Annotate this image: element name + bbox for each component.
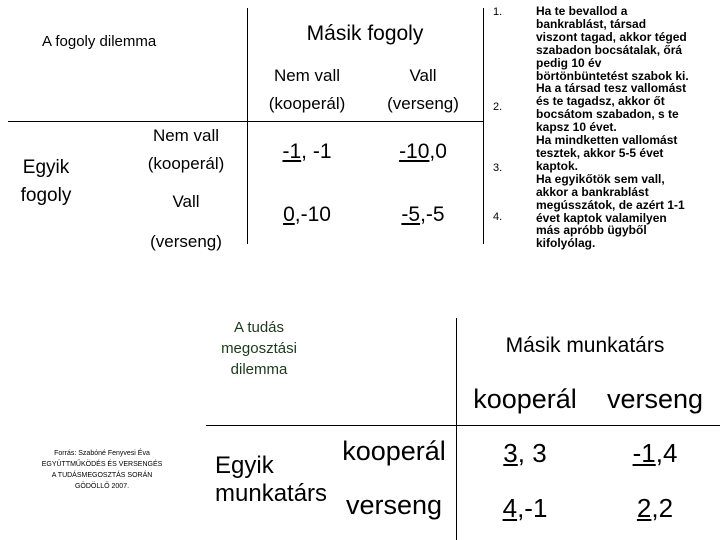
top-cell-dc-own: 0 xyxy=(283,203,295,226)
bottom-cell-dd-other: ,2 xyxy=(651,493,674,523)
top-row-header-cooperate-line-1: Nem vall xyxy=(152,126,220,145)
note-4-line-6: kifolyólag. xyxy=(536,236,596,251)
top-row-player-label xyxy=(6,154,86,210)
note-4-line-2: akkor a bankrablást xyxy=(536,184,649,199)
note-1-line-6: börtönbüntetést szabok ki. xyxy=(536,68,689,83)
bottom-cell-cd xyxy=(592,438,718,469)
note-1-line-5: pedig 10 év xyxy=(536,55,602,70)
notes-number-3: 3. xyxy=(493,162,503,174)
top-row-header-cooperate xyxy=(130,122,242,178)
bottom-cell-dc xyxy=(460,493,590,524)
bottom-cell-dc-own: 4 xyxy=(502,493,518,523)
top-cell-cc-own: -1 xyxy=(282,140,302,163)
bottom-cell-dd xyxy=(592,493,718,524)
top-grid-vertical-left xyxy=(247,8,248,244)
top-cell-cd xyxy=(365,140,481,164)
bottom-row-player-line-1: Egyik xyxy=(215,452,274,479)
top-cell-cc-other: , -1 xyxy=(301,140,332,163)
top-col-header-compete xyxy=(365,62,481,118)
top-grid-vertical-right xyxy=(483,8,484,244)
top-cell-dd xyxy=(365,203,481,227)
top-col-header-cooperate-line-2: (kooperál) xyxy=(268,94,346,113)
knowledge-title-line-3: dilemma xyxy=(230,361,288,378)
note-1-line-2: bankrablást, társad xyxy=(536,16,647,31)
top-cell-cd-own: -10 xyxy=(399,140,430,163)
notes-number-2: 2. xyxy=(493,101,503,113)
bottom-grid-vertical xyxy=(456,318,457,540)
note-4-line-3: megússzátok, de azért 1-1 xyxy=(536,197,685,212)
notes-number-1: 1. xyxy=(493,6,503,18)
note-3-line-3: kaptok. xyxy=(536,158,579,173)
top-row-header-cooperate-line-2: (kooperál) xyxy=(147,154,225,173)
note-3-line-1: Ha mindketten vallomást xyxy=(536,133,678,148)
top-col-header-compete-line-1: Vall xyxy=(409,66,437,85)
note-4-line-1: Ha egyikőtök sem vall, xyxy=(536,171,665,186)
bottom-cell-cd-other: ,4 xyxy=(655,438,678,468)
bottom-cell-cc-other: , 3 xyxy=(517,438,547,468)
top-row-player-line-1: Egyik xyxy=(22,157,70,178)
bottom-col-header-cooperate: kooperál xyxy=(473,384,577,414)
knowledge-dilemma-title xyxy=(195,317,323,380)
bottom-row-player-line-2: munkatárs xyxy=(215,480,328,507)
bottom-cell-cc-own: 3 xyxy=(503,438,518,468)
note-item-4 xyxy=(536,173,716,250)
note-item-2 xyxy=(536,82,716,134)
note-4-line-4: évet kaptok valamilyen xyxy=(536,210,667,225)
note-2-line-1: Ha a társad tesz vallomást xyxy=(536,81,687,96)
source-line-4: GÖDÖLLŐ 2007. xyxy=(74,483,130,490)
top-cell-dc xyxy=(252,203,362,227)
top-cell-dd-own: -5 xyxy=(401,203,421,226)
bottom-col-header-compete: verseng xyxy=(606,384,704,414)
note-2-line-3: bocsátom szabadon, s te xyxy=(536,107,679,122)
note-1-line-4: szabadon bocsátalak, őrá xyxy=(536,42,683,57)
top-col-header-compete-line-2: (verseng) xyxy=(387,94,459,113)
top-col-header-cooperate xyxy=(252,62,362,118)
top-column-player-label: Másik fogoly xyxy=(306,22,424,45)
top-grid-horizontal xyxy=(8,121,484,122)
note-4-line-5: más apróbb ügyből xyxy=(536,223,647,238)
note-3-line-2: tesztek, akkor 5-5 évet xyxy=(536,145,664,160)
notes-number-4: 4. xyxy=(493,211,503,223)
top-cell-cd-other: ,0 xyxy=(429,140,447,163)
note-2-line-4: kapsz 10 évet. xyxy=(536,120,617,135)
bottom-grid-horizontal xyxy=(206,425,720,426)
note-item-3 xyxy=(536,134,716,173)
knowledge-title-line-2: megosztási xyxy=(221,340,297,357)
bottom-row-player-label xyxy=(215,452,327,508)
notes-list xyxy=(536,5,716,250)
source-line-3: A TUDÁSMEGOSZTÁS SORÁN xyxy=(51,472,153,479)
top-row-header-compete-line-1: Vall xyxy=(172,192,200,211)
top-cell-dc-other: ,-10 xyxy=(294,203,331,226)
prisoner-dilemma-title: A fogoly dilemma xyxy=(42,33,157,50)
note-1-line-3: viszont tagad, akkor téged xyxy=(536,29,687,44)
bottom-row-header-compete: verseng xyxy=(345,490,443,520)
top-cell-cc xyxy=(252,140,362,164)
bottom-cell-dd-own: 2 xyxy=(636,493,652,523)
bottom-cell-cc xyxy=(460,438,590,469)
bottom-cell-cd-own: -1 xyxy=(632,438,656,468)
bottom-cell-dc-other: ,-1 xyxy=(517,493,548,523)
note-1-line-1: Ha te bevallod a xyxy=(536,4,628,18)
source-line-2: EGYÜTTMŰKÖDÉS ÉS VERSENGÉS xyxy=(41,461,163,468)
source-citation xyxy=(22,448,182,492)
top-cell-dd-other: ,-5 xyxy=(420,203,445,226)
note-2-line-2: és te tagadsz, akkor őt xyxy=(536,94,665,109)
bottom-row-header-cooperate: kooperál xyxy=(342,436,446,466)
note-item-1 xyxy=(536,5,716,82)
source-line-1: Forrás: Szabóné Fenyvesi Éva xyxy=(54,450,150,457)
top-row-header-compete xyxy=(130,182,242,262)
top-row-header-compete-line-2: (verseng) xyxy=(150,232,222,251)
bottom-column-player-label: Másik munkatárs xyxy=(505,334,665,357)
top-col-header-cooperate-line-1: Nem vall xyxy=(273,66,341,85)
top-row-player-line-2: fogoly xyxy=(20,185,72,206)
knowledge-title-line-1: A tudás xyxy=(233,319,285,336)
